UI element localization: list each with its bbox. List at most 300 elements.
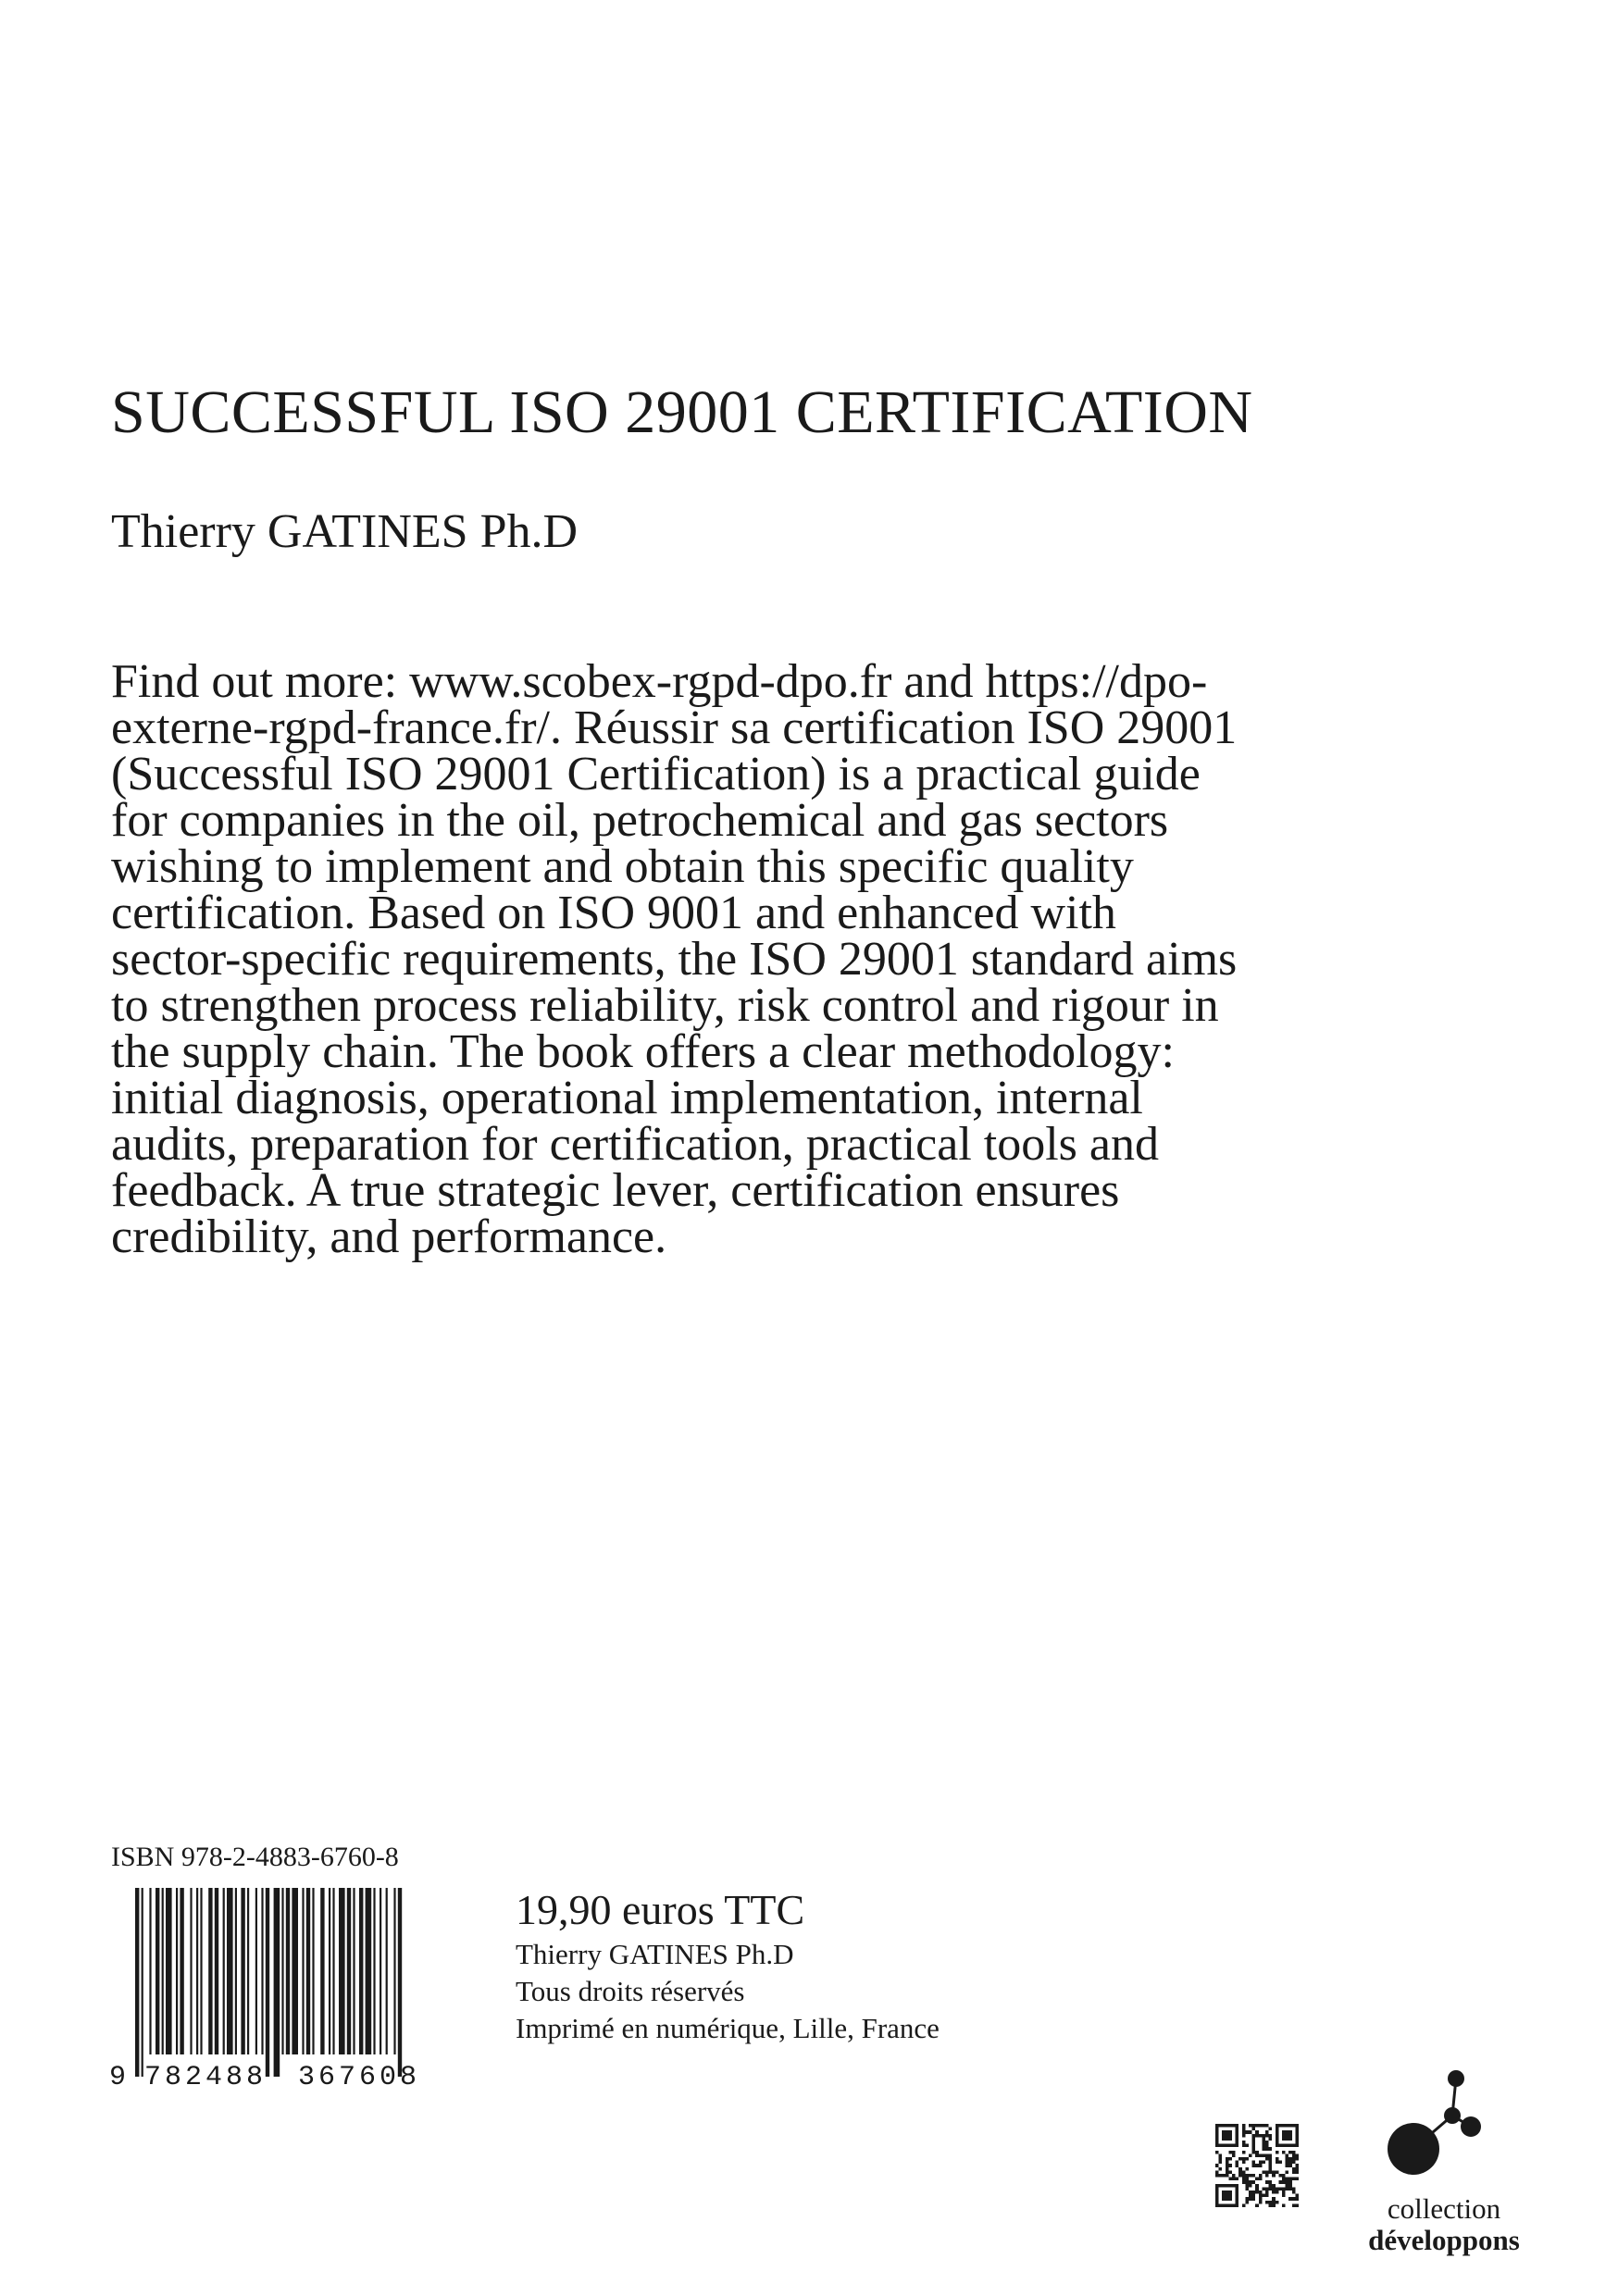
- qr-cell: [1219, 2124, 1223, 2128]
- qr-cell: [1219, 2174, 1223, 2178]
- qr-cell: [1269, 2147, 1273, 2151]
- qr-cell: [1245, 2144, 1249, 2148]
- qr-cell: [1226, 2164, 1229, 2167]
- qr-cell: [1255, 2130, 1259, 2134]
- qr-cell: [1215, 2134, 1219, 2138]
- barcode-lead-digit: 9: [109, 2062, 127, 2091]
- qr-cell: [1262, 2124, 1265, 2128]
- qr-cell: [1255, 2184, 1259, 2188]
- qr-cell: [1286, 2184, 1289, 2188]
- qr-cell: [1288, 2130, 1292, 2134]
- qr-cell: [1295, 2134, 1299, 2138]
- qr-cell: [1292, 2187, 1296, 2191]
- barcode-bar: [329, 1888, 330, 2054]
- qr-cell: [1295, 2137, 1299, 2141]
- qr-cell: [1265, 2141, 1269, 2144]
- barcode-bar: [306, 1888, 310, 2054]
- qr-cell: [1295, 2144, 1299, 2148]
- qr-cell: [1236, 2201, 1239, 2204]
- book-author: Thierry GATINES Ph.D: [111, 505, 579, 558]
- barcode-bar: [393, 1888, 395, 2054]
- qr-cell: [1269, 2167, 1273, 2171]
- barcode-bar: [353, 1888, 355, 2054]
- qr-cell: [1286, 2180, 1289, 2184]
- qr-cell: [1292, 2151, 1296, 2154]
- qr-cell: [1255, 2134, 1259, 2138]
- qr-cell: [1252, 2124, 1256, 2128]
- qr-cell: [1238, 2167, 1242, 2171]
- qr-cell: [1228, 2164, 1232, 2167]
- qr-cell: [1269, 2170, 1273, 2174]
- qr-cell: [1236, 2141, 1239, 2144]
- qr-cell: [1269, 2164, 1273, 2167]
- qr-cell: [1236, 2191, 1239, 2194]
- qr-cell: [1252, 2147, 1256, 2151]
- qr-cell: [1276, 2144, 1279, 2148]
- collection-name: développons: [1368, 2224, 1520, 2256]
- qr-cell: [1282, 2151, 1286, 2154]
- qr-cell: [1232, 2144, 1236, 2148]
- qr-cell: [1269, 2137, 1273, 2141]
- qr-cell: [1276, 2157, 1279, 2161]
- qr-cell: [1236, 2144, 1239, 2148]
- barcode-bar: [332, 1888, 334, 2054]
- qr-cell: [1222, 2197, 1226, 2201]
- qr-cell: [1286, 2153, 1289, 2157]
- qr-cell: [1292, 2203, 1296, 2207]
- qr-cell: [1236, 2178, 1239, 2181]
- qr-cell: [1282, 2124, 1286, 2128]
- qr-cell: [1228, 2124, 1232, 2128]
- qr-cell: [1245, 2167, 1249, 2171]
- qr-cell: [1219, 2157, 1223, 2161]
- qr-cell: [1252, 2180, 1256, 2184]
- barcode-bar: [261, 1888, 263, 2054]
- qr-cell: [1276, 2201, 1279, 2204]
- qr-cell: [1276, 2130, 1279, 2134]
- qr-cell: [1286, 2178, 1289, 2181]
- qr-cell: [1226, 2167, 1229, 2171]
- qr-cell: [1262, 2144, 1265, 2148]
- qr-cell: [1249, 2191, 1252, 2194]
- qr-cell: [1219, 2153, 1223, 2157]
- qr-cell: [1219, 2144, 1223, 2148]
- qr-cell: [1272, 2184, 1276, 2188]
- qr-cell: [1286, 2130, 1289, 2134]
- barcode-bar: [149, 1888, 151, 2054]
- qr-cell: [1215, 2203, 1219, 2207]
- qr-cell: [1255, 2191, 1259, 2194]
- qr-cell: [1252, 2128, 1256, 2131]
- qr-cell: [1272, 2203, 1276, 2207]
- qr-cell: [1236, 2194, 1239, 2198]
- qr-cell: [1276, 2191, 1279, 2194]
- qr-cell: [1236, 2124, 1239, 2128]
- qr-cell: [1288, 2144, 1292, 2148]
- barcode-bar: [247, 1888, 249, 2054]
- qr-cell: [1288, 2151, 1292, 2154]
- qr-cell: [1215, 2191, 1219, 2194]
- qr-cell: [1295, 2194, 1299, 2198]
- qr-cell: [1295, 2157, 1299, 2161]
- qr-cell: [1222, 2203, 1226, 2207]
- qr-cell: [1259, 2197, 1263, 2201]
- barcode-bar: [366, 1888, 372, 2054]
- barcode-bar: [215, 1888, 218, 2054]
- qr-cell: [1222, 2134, 1226, 2138]
- qr-cell: [1219, 2161, 1223, 2165]
- qr-cell: [1288, 2197, 1292, 2201]
- barcode-bar: [312, 1888, 314, 2054]
- qr-cell: [1276, 2134, 1279, 2138]
- qr-cell: [1282, 2137, 1286, 2141]
- qr-cell: [1232, 2153, 1236, 2157]
- qr-cell: [1282, 2203, 1286, 2207]
- barcode-bar: [208, 1888, 212, 2054]
- qr-cell: [1262, 2137, 1265, 2141]
- qr-cell: [1272, 2174, 1276, 2178]
- qr-cell: [1222, 2191, 1226, 2194]
- barcode-bar: [347, 1888, 351, 2054]
- barcode-bar: [235, 1888, 237, 2054]
- barcode-bar: [302, 1888, 304, 2054]
- qr-cell: [1252, 2194, 1256, 2198]
- qr-cell: [1276, 2170, 1279, 2174]
- qr-cell: [1226, 2130, 1229, 2134]
- qr-cell: [1292, 2157, 1296, 2161]
- qr-cell: [1252, 2197, 1256, 2201]
- qr-cell: [1215, 2201, 1219, 2204]
- barcode-bar: [281, 1888, 283, 2054]
- qr-cell: [1236, 2203, 1239, 2207]
- qr-cell: [1255, 2164, 1259, 2167]
- qr-cell: [1288, 2161, 1292, 2165]
- qr-cell: [1238, 2170, 1242, 2174]
- qr-cell: [1282, 2130, 1286, 2134]
- qr-cell: [1226, 2124, 1229, 2128]
- qr-cell: [1245, 2201, 1249, 2204]
- collection-word: collection: [1387, 2192, 1501, 2225]
- qr-cell: [1295, 2141, 1299, 2144]
- qr-cell: [1226, 2157, 1229, 2161]
- qr-cell: [1228, 2194, 1232, 2198]
- qr-cell: [1252, 2161, 1256, 2165]
- qr-cell: [1278, 2144, 1282, 2148]
- barcode-bar: [176, 1888, 178, 2054]
- qr-cell: [1278, 2161, 1282, 2165]
- qr-cell: [1282, 2134, 1286, 2138]
- qr-cell: [1232, 2203, 1236, 2207]
- qr-cell: [1219, 2203, 1223, 2207]
- qr-cell: [1265, 2134, 1269, 2138]
- barcode-bar: [142, 1888, 143, 2077]
- qr-cell: [1276, 2151, 1279, 2154]
- qr-cell: [1269, 2203, 1273, 2207]
- qr-cell: [1236, 2128, 1239, 2131]
- qr-cell: [1245, 2174, 1249, 2178]
- qr-cell: [1276, 2137, 1279, 2141]
- qr-cell: [1252, 2144, 1256, 2148]
- qr-cell: [1242, 2144, 1246, 2148]
- barcode-bar: [398, 1888, 402, 2077]
- qr-cell: [1245, 2130, 1249, 2134]
- qr-cell: [1295, 2167, 1299, 2171]
- qr-cell: [1292, 2170, 1296, 2174]
- qr-cell: [1215, 2151, 1219, 2154]
- qr-cell: [1288, 2157, 1292, 2161]
- qr-cell: [1242, 2151, 1246, 2154]
- barcode-bar: [255, 1888, 257, 2054]
- qr-cell: [1245, 2187, 1249, 2191]
- barcode-right-digits: 367608: [298, 2062, 421, 2091]
- qr-cell: [1238, 2174, 1242, 2178]
- qr-cell: [1262, 2194, 1265, 2198]
- qr-cell: [1228, 2203, 1232, 2207]
- qr-cell: [1269, 2161, 1273, 2165]
- qr-cell: [1269, 2180, 1273, 2184]
- qr-cell: [1292, 2167, 1296, 2171]
- barcode-bar: [190, 1888, 192, 2054]
- qr-cell: [1215, 2164, 1219, 2167]
- qr-cell: [1295, 2130, 1299, 2134]
- qr-cell: [1242, 2178, 1246, 2181]
- qr-cell: [1269, 2184, 1273, 2188]
- barcode-bar: [241, 1888, 244, 2054]
- qr-cell: [1292, 2191, 1296, 2194]
- qr-cell: [1278, 2187, 1282, 2191]
- qr-cell: [1282, 2144, 1286, 2148]
- barcode-bar: [135, 1888, 139, 2077]
- qr-cell: [1215, 2141, 1219, 2144]
- qr-cell: [1228, 2178, 1232, 2181]
- qr-cell: [1242, 2157, 1246, 2161]
- qr-cell: [1226, 2161, 1229, 2165]
- qr-cell: [1236, 2137, 1239, 2141]
- qr-cell: [1252, 2141, 1256, 2144]
- qr-cell: [1288, 2178, 1292, 2181]
- qr-cell: [1236, 2161, 1239, 2165]
- qr-cell: [1286, 2144, 1289, 2148]
- qr-cell: [1286, 2187, 1289, 2191]
- qr-cell: [1288, 2134, 1292, 2138]
- qr-cell: [1232, 2184, 1236, 2188]
- barcode-bar: [339, 1888, 345, 2054]
- qr-cell: [1222, 2137, 1226, 2141]
- qr-cell: [1228, 2170, 1232, 2174]
- qr-cell: [1215, 2124, 1219, 2128]
- qr-cell: [1226, 2134, 1229, 2138]
- qr-cell: [1269, 2187, 1273, 2191]
- qr-cell: [1288, 2187, 1292, 2191]
- qr-cell: [1282, 2174, 1286, 2178]
- qr-cell: [1276, 2161, 1279, 2165]
- barcode-bar: [373, 1888, 375, 2054]
- qr-cell: [1222, 2124, 1226, 2128]
- qr-cell: [1262, 2187, 1265, 2191]
- qr-cell: [1292, 2161, 1296, 2165]
- qr-cell: [1215, 2187, 1219, 2191]
- qr-cell: [1292, 2197, 1296, 2201]
- qr-cell: [1295, 2178, 1299, 2181]
- barcode-bar: [227, 1888, 233, 2054]
- qr-cell: [1269, 2153, 1273, 2157]
- barcode-bar: [223, 1888, 225, 2054]
- qr-cell: [1272, 2170, 1276, 2174]
- barcode-bar: [380, 1888, 381, 2054]
- qr-cell: [1215, 2128, 1219, 2131]
- qr-cell: [1272, 2191, 1276, 2194]
- qr-cell: [1262, 2170, 1265, 2174]
- qr-cell: [1255, 2124, 1259, 2128]
- qr-cell: [1259, 2191, 1263, 2194]
- qr-cell: [1236, 2184, 1239, 2188]
- qr-cell: [1265, 2130, 1269, 2134]
- barcode-bar: [156, 1888, 159, 2054]
- qr-cell: [1286, 2157, 1289, 2161]
- qr-cell: [1249, 2124, 1252, 2128]
- qr-cell: [1252, 2191, 1256, 2194]
- barcode-bar: [359, 1888, 363, 2054]
- qr-cell: [1228, 2191, 1232, 2194]
- qr-cell: [1219, 2184, 1223, 2188]
- qr-cell: [1259, 2134, 1263, 2138]
- qr-cell: [1232, 2174, 1236, 2178]
- qr-cell: [1276, 2141, 1279, 2144]
- qr-cell: [1259, 2161, 1263, 2165]
- qr-cell: [1232, 2124, 1236, 2128]
- qr-cell: [1269, 2157, 1273, 2161]
- barcode-bar: [180, 1888, 183, 2054]
- qr-cell: [1295, 2203, 1299, 2207]
- qr-cell: [1259, 2194, 1263, 2198]
- qr-cell: [1255, 2178, 1259, 2181]
- barcode-bar: [162, 1888, 164, 2054]
- qr-cell: [1255, 2151, 1259, 2154]
- qr-cell: [1226, 2184, 1229, 2188]
- qr-cell: [1295, 2170, 1299, 2174]
- qr-cell: [1292, 2124, 1296, 2128]
- qr-cell: [1236, 2187, 1239, 2191]
- qr-cell: [1262, 2161, 1265, 2165]
- qr-cell: [1255, 2203, 1259, 2207]
- book-description: Find out more: www.scobex-rgpd-dpo.fr and https://dpo-externe-rgpd-france.fr/. Réussir sa certification ISO 29001 (Successful ISO 29001 Certification) is a practical guide for companies in the oil, petrochemical and gas sectors wishing to implement and obtain this specific quality certification. Based on ISO 9001 and enhanced with sector-specific requirements, the ISO 29001 standard aims to strengthen process reliability, risk control and rigour in the supply chain. The book offers a clear methodology: initial diagnosis, operational implementation, internal audits, preparation for certification, practical tools and feedback. A true strategic lever, certification ensures credibility, and performance.: [111, 655, 1238, 1263]
- isbn-label: ISBN 978-2-4883-6760-8: [111, 1842, 399, 1872]
- qr-cell: [1242, 2174, 1246, 2178]
- qr-cell: [1242, 2170, 1246, 2174]
- qr-cell: [1265, 2157, 1269, 2161]
- barcode-left-digits: 782488: [144, 2062, 268, 2091]
- qr-cell: [1249, 2130, 1252, 2134]
- qr-cell: [1265, 2201, 1269, 2204]
- qr-cell: [1228, 2137, 1232, 2141]
- qr-cell: [1286, 2161, 1289, 2165]
- qr-cell: [1255, 2187, 1259, 2191]
- qr-cell: [1215, 2144, 1219, 2148]
- qr-cell: [1222, 2144, 1226, 2148]
- barcode-bar: [320, 1888, 324, 2054]
- barcode-bar: [200, 1888, 202, 2054]
- qr-cell: [1226, 2203, 1229, 2207]
- qr-cell: [1259, 2124, 1263, 2128]
- qr-cell: [1215, 2137, 1219, 2141]
- qr-cell: [1249, 2174, 1252, 2178]
- qr-cell: [1262, 2141, 1265, 2144]
- qr-cell: [1226, 2144, 1229, 2148]
- qr-cell: [1278, 2174, 1282, 2178]
- qr-cell: [1252, 2151, 1256, 2154]
- qr-cell: [1242, 2141, 1246, 2144]
- qr-cell: [1269, 2134, 1273, 2138]
- qr-cell: [1249, 2194, 1252, 2198]
- qr-cell: [1282, 2191, 1286, 2194]
- qr-cell: [1242, 2130, 1246, 2134]
- qr-cell: [1222, 2184, 1226, 2188]
- qr-cell: [1252, 2134, 1256, 2138]
- barcode-bar: [292, 1888, 298, 2054]
- qr-cell: [1265, 2170, 1269, 2174]
- qr-cell: [1215, 2170, 1219, 2174]
- barcode-bar: [286, 1888, 290, 2054]
- qr-cell: [1265, 2144, 1269, 2148]
- qr-cell: [1242, 2180, 1246, 2184]
- qr-cell: [1265, 2180, 1269, 2184]
- qr-cell: [1269, 2201, 1273, 2204]
- qr-cell: [1276, 2187, 1279, 2191]
- imprint-block: [516, 1884, 940, 2047]
- qr-cell: [1286, 2124, 1289, 2128]
- qr-cell: [1295, 2124, 1299, 2128]
- qr-cell: [1286, 2170, 1289, 2174]
- barcode-bar: [274, 1888, 280, 2077]
- collection-label: [1342, 2193, 1546, 2256]
- qr-cell: [1226, 2137, 1229, 2141]
- qr-cell: [1286, 2164, 1289, 2167]
- qr-cell: [1259, 2174, 1263, 2178]
- collection-logo-icon: [1375, 2064, 1504, 2189]
- qr-cell: [1288, 2164, 1292, 2167]
- qr-cell: [1265, 2187, 1269, 2191]
- barcode-bar: [166, 1888, 172, 2054]
- qr-cell: [1215, 2174, 1219, 2178]
- qr-cell: [1288, 2124, 1292, 2128]
- qr-cell: [1265, 2124, 1269, 2128]
- qr-cell: [1219, 2167, 1223, 2171]
- qr-cell: [1272, 2201, 1276, 2204]
- qr-cell: [1249, 2197, 1252, 2201]
- qr-cell: [1269, 2128, 1273, 2131]
- qr-cell: [1228, 2151, 1232, 2154]
- qr-cell: [1295, 2153, 1299, 2157]
- qr-cell: [1265, 2147, 1269, 2151]
- qr-cell: [1259, 2201, 1263, 2204]
- qr-cell: [1236, 2130, 1239, 2134]
- qr-cell: [1276, 2124, 1279, 2128]
- qr-cell: [1245, 2184, 1249, 2188]
- book-title: SUCCESSFUL ISO 29001 CERTIFICATION: [111, 379, 1253, 446]
- qr-cell: [1292, 2153, 1296, 2157]
- qr-cell: [1232, 2151, 1236, 2154]
- qr-code-icon: [1215, 2124, 1299, 2207]
- imprint-author: Thierry GATINES Ph.D: [516, 1938, 794, 1970]
- qr-cell: [1242, 2134, 1246, 2138]
- qr-cell: [1249, 2153, 1252, 2157]
- qr-cell: [1226, 2191, 1229, 2194]
- qr-cell: [1252, 2174, 1256, 2178]
- qr-cell: [1228, 2134, 1232, 2138]
- qr-cell: [1288, 2137, 1292, 2141]
- qr-cell: [1228, 2197, 1232, 2201]
- qr-cell: [1282, 2180, 1286, 2184]
